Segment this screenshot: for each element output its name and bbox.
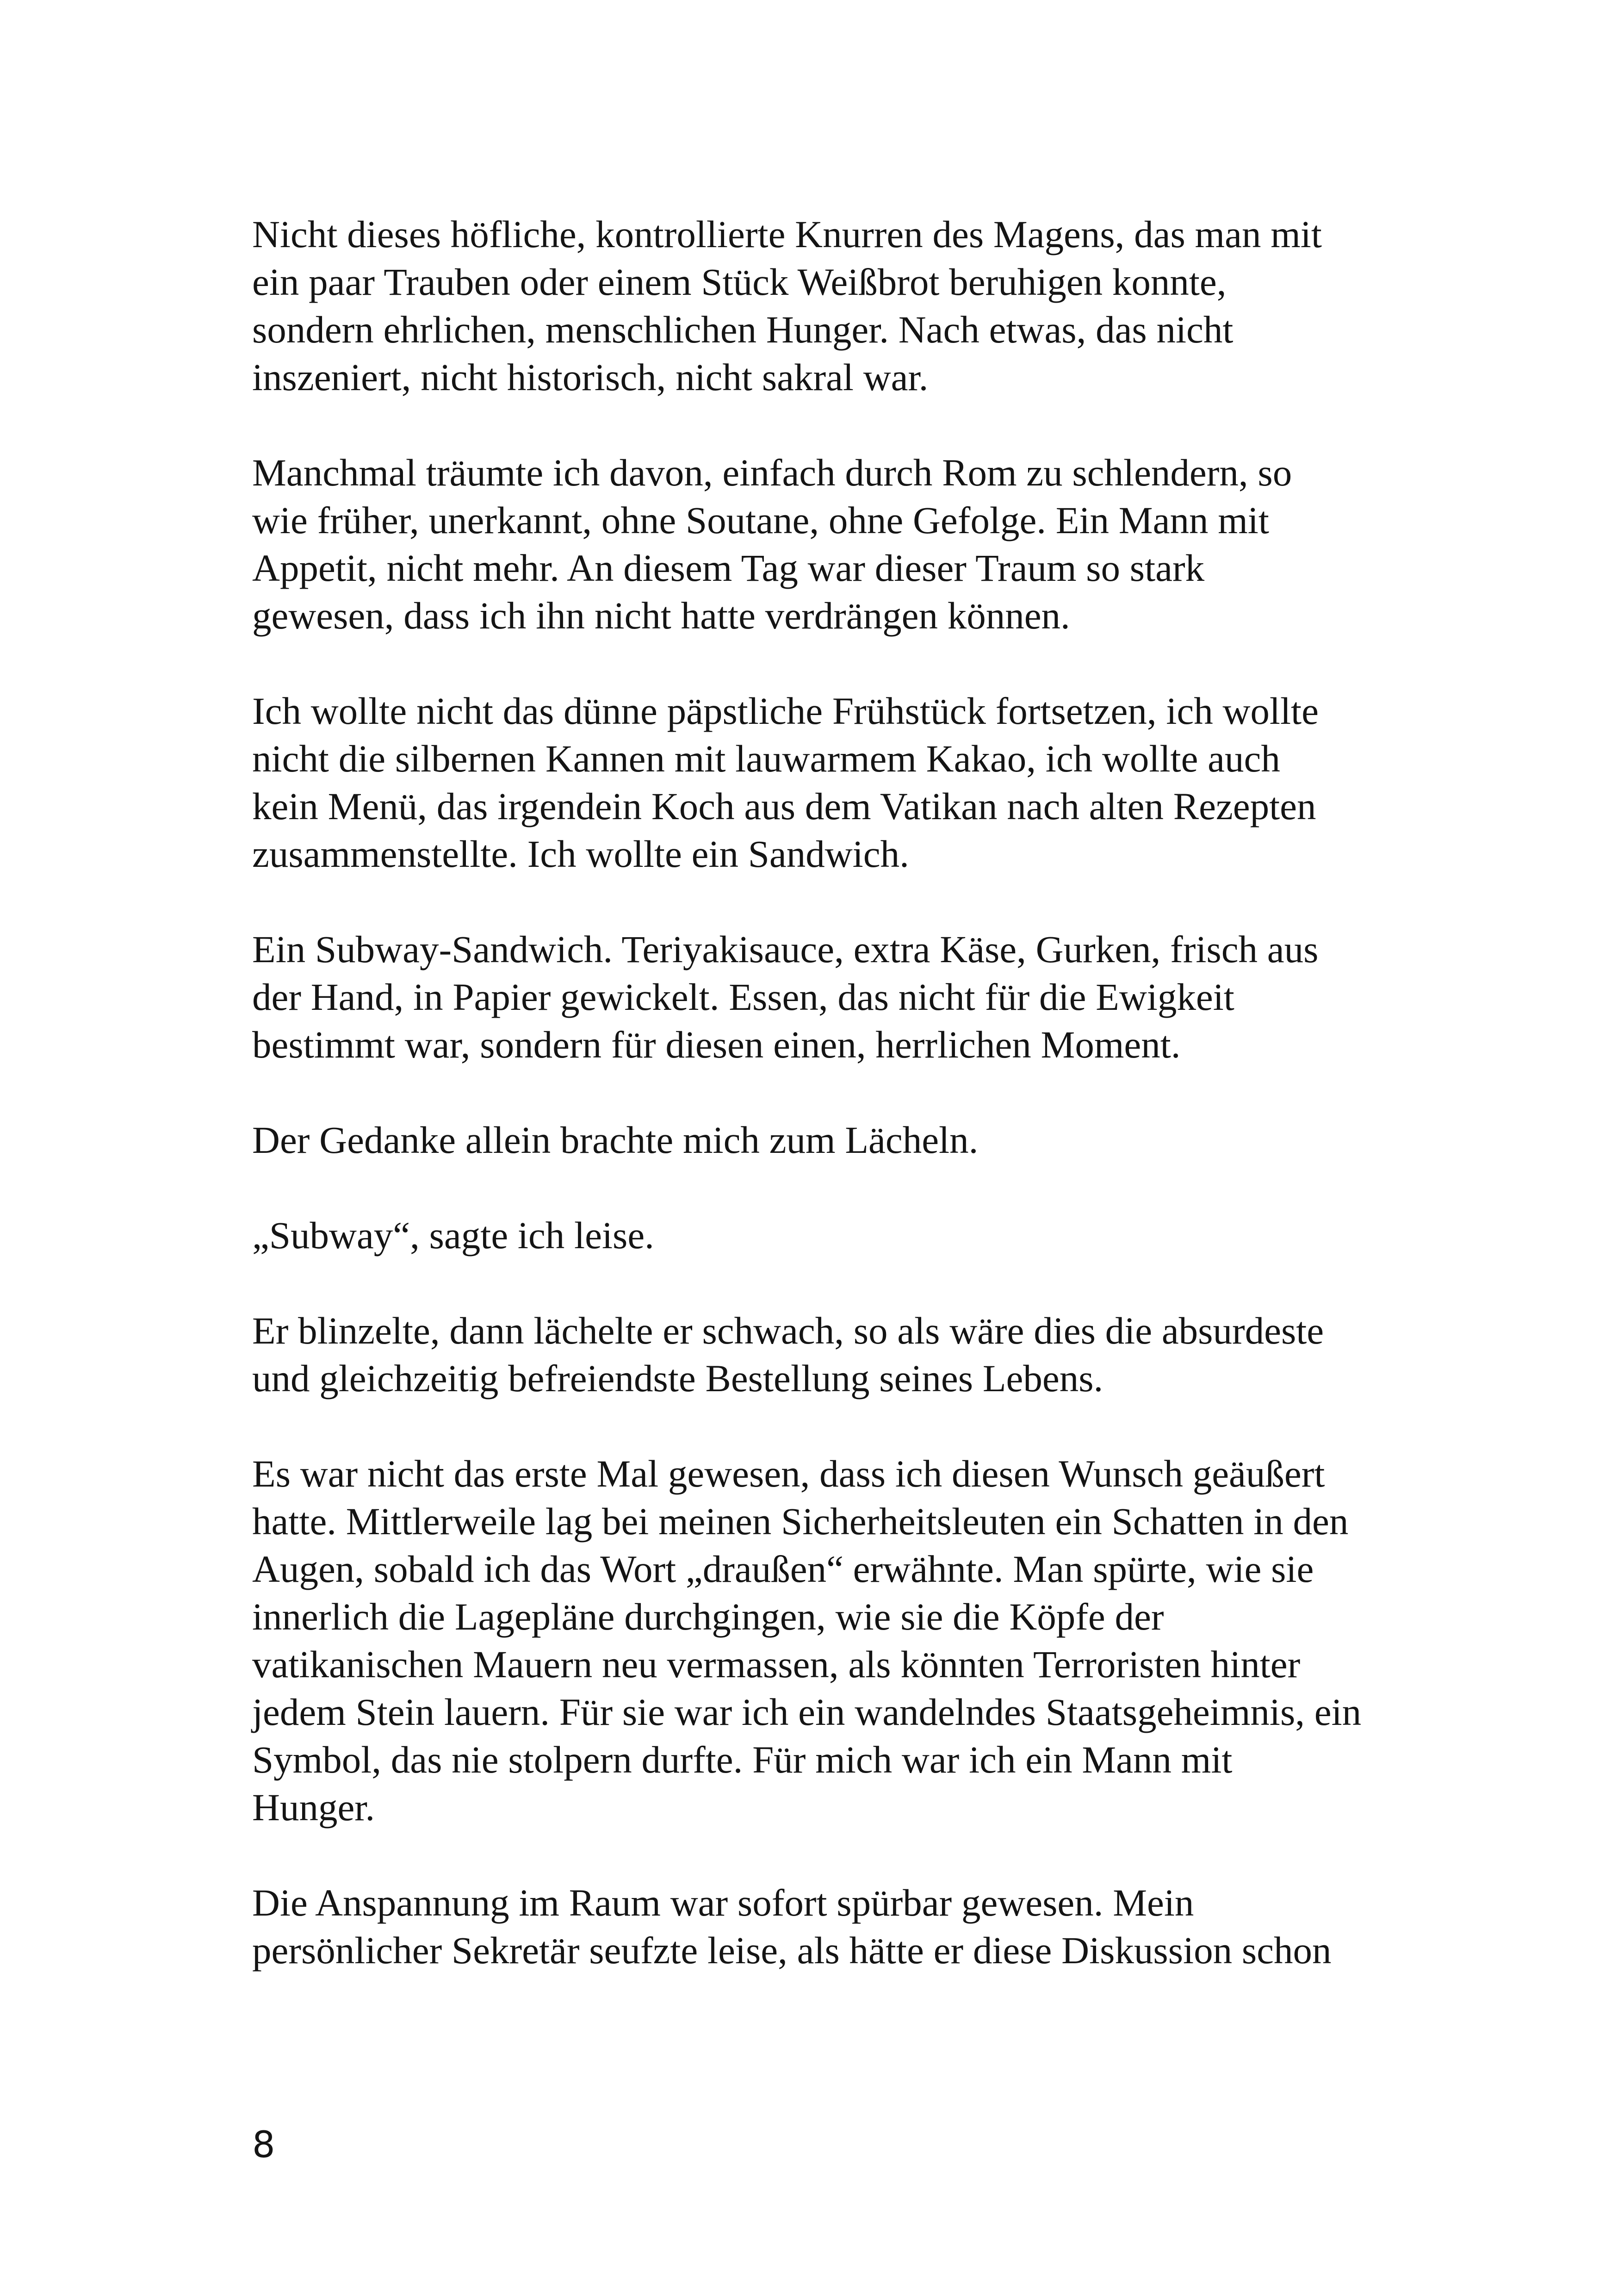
text-line: der Hand, in Papier gewickelt. Essen, das nicht für die Ewigkeit bbox=[252, 976, 1234, 1018]
text-line: jedem Stein lauern. Für sie war ich ein wandelndes Staatsgeheimnis, ein bbox=[252, 1691, 1362, 1733]
text-line: sondern ehrlichen, menschlichen Hunger. Nach etwas, das nicht bbox=[252, 308, 1234, 351]
text-line: nicht die silbernen Kannen mit lauwarmem Kakao, ich wollte auch bbox=[252, 737, 1280, 780]
paragraph bbox=[252, 926, 1437, 1069]
text-line: Ich wollte nicht das dünne päpstliche Frühstück fortsetzen, ich wollte bbox=[252, 690, 1319, 732]
paragraph bbox=[252, 1212, 1437, 1259]
text-line: und gleichzeitig befreiendste Bestellung seines Lebens. bbox=[252, 1357, 1103, 1400]
paragraph bbox=[252, 1879, 1437, 1974]
paragraph bbox=[252, 1116, 1437, 1164]
text-line: hatte. Mittlerweile lag bei meinen Sicherheitsleuten ein Schatten in den bbox=[252, 1500, 1349, 1543]
text-line: vatikanischen Mauern neu vermassen, als könnten Terroristen hinter bbox=[252, 1643, 1301, 1686]
text-line: wie früher, unerkannt, ohne Soutane, ohne Gefolge. Ein Mann mit bbox=[252, 499, 1269, 541]
text-line: zusammenstellte. Ich wollte ein Sandwich. bbox=[252, 833, 909, 875]
text-line: Es war nicht das erste Mal gewesen, dass ich diesen Wunsch geäußert bbox=[252, 1452, 1325, 1495]
text-line: Der Gedanke allein brachte mich zum Lächeln. bbox=[252, 1119, 979, 1161]
text-line: gewesen, dass ich ihn nicht hatte verdrängen können. bbox=[252, 594, 1070, 637]
text-line: kein Menü, das irgendein Koch aus dem Vatikan nach alten Rezepten bbox=[252, 785, 1316, 828]
text-line: Appetit, nicht mehr. An diesem Tag war dieser Traum so stark bbox=[252, 547, 1205, 589]
text-line: bestimmt war, sondern für diesen einen, herrlichen Moment. bbox=[252, 1023, 1181, 1066]
paragraph bbox=[252, 211, 1437, 401]
page-number: 8 bbox=[252, 2124, 275, 2166]
body-text bbox=[252, 211, 1437, 2022]
paragraph bbox=[252, 449, 1437, 640]
text-line: „Subway“, sagte ich leise. bbox=[252, 1214, 654, 1257]
text-line: Nicht dieses höfliche, kontrollierte Knurren des Magens, das man mit bbox=[252, 213, 1322, 255]
text-line: inszeniert, nicht historisch, nicht sakral war. bbox=[252, 356, 929, 398]
text-line: innerlich die Lagepläne durchgingen, wie sie die Köpfe der bbox=[252, 1595, 1164, 1638]
text-line: Ein Subway-Sandwich. Teriyakisauce, extra Käse, Gurken, frisch aus bbox=[252, 928, 1319, 971]
text-line: Er blinzelte, dann lächelte er schwach, so als wäre dies die absurdeste bbox=[252, 1309, 1324, 1352]
text-line: Die Anspannung im Raum war sofort spürbar gewesen. Mein bbox=[252, 1881, 1194, 1924]
paragraph bbox=[252, 687, 1437, 878]
text-line: Augen, sobald ich das Wort „draußen“ erwähnte. Man spürte, wie sie bbox=[252, 1548, 1314, 1590]
paragraph bbox=[252, 1450, 1437, 1831]
text-line: persönlicher Sekretär seufzte leise, als hätte er diese Diskussion schon bbox=[252, 1929, 1332, 1972]
text-line: ein paar Trauben oder einem Stück Weißbrot beruhigen konnte, bbox=[252, 261, 1227, 303]
paragraph bbox=[252, 1307, 1437, 1402]
text-line: Symbol, das nie stolpern durfte. Für mich war ich ein Mann mit bbox=[252, 1738, 1233, 1781]
text-line: Manchmal träumte ich davon, einfach durch Rom zu schlendern, so bbox=[252, 451, 1292, 494]
text-line: Hunger. bbox=[252, 1786, 375, 1829]
